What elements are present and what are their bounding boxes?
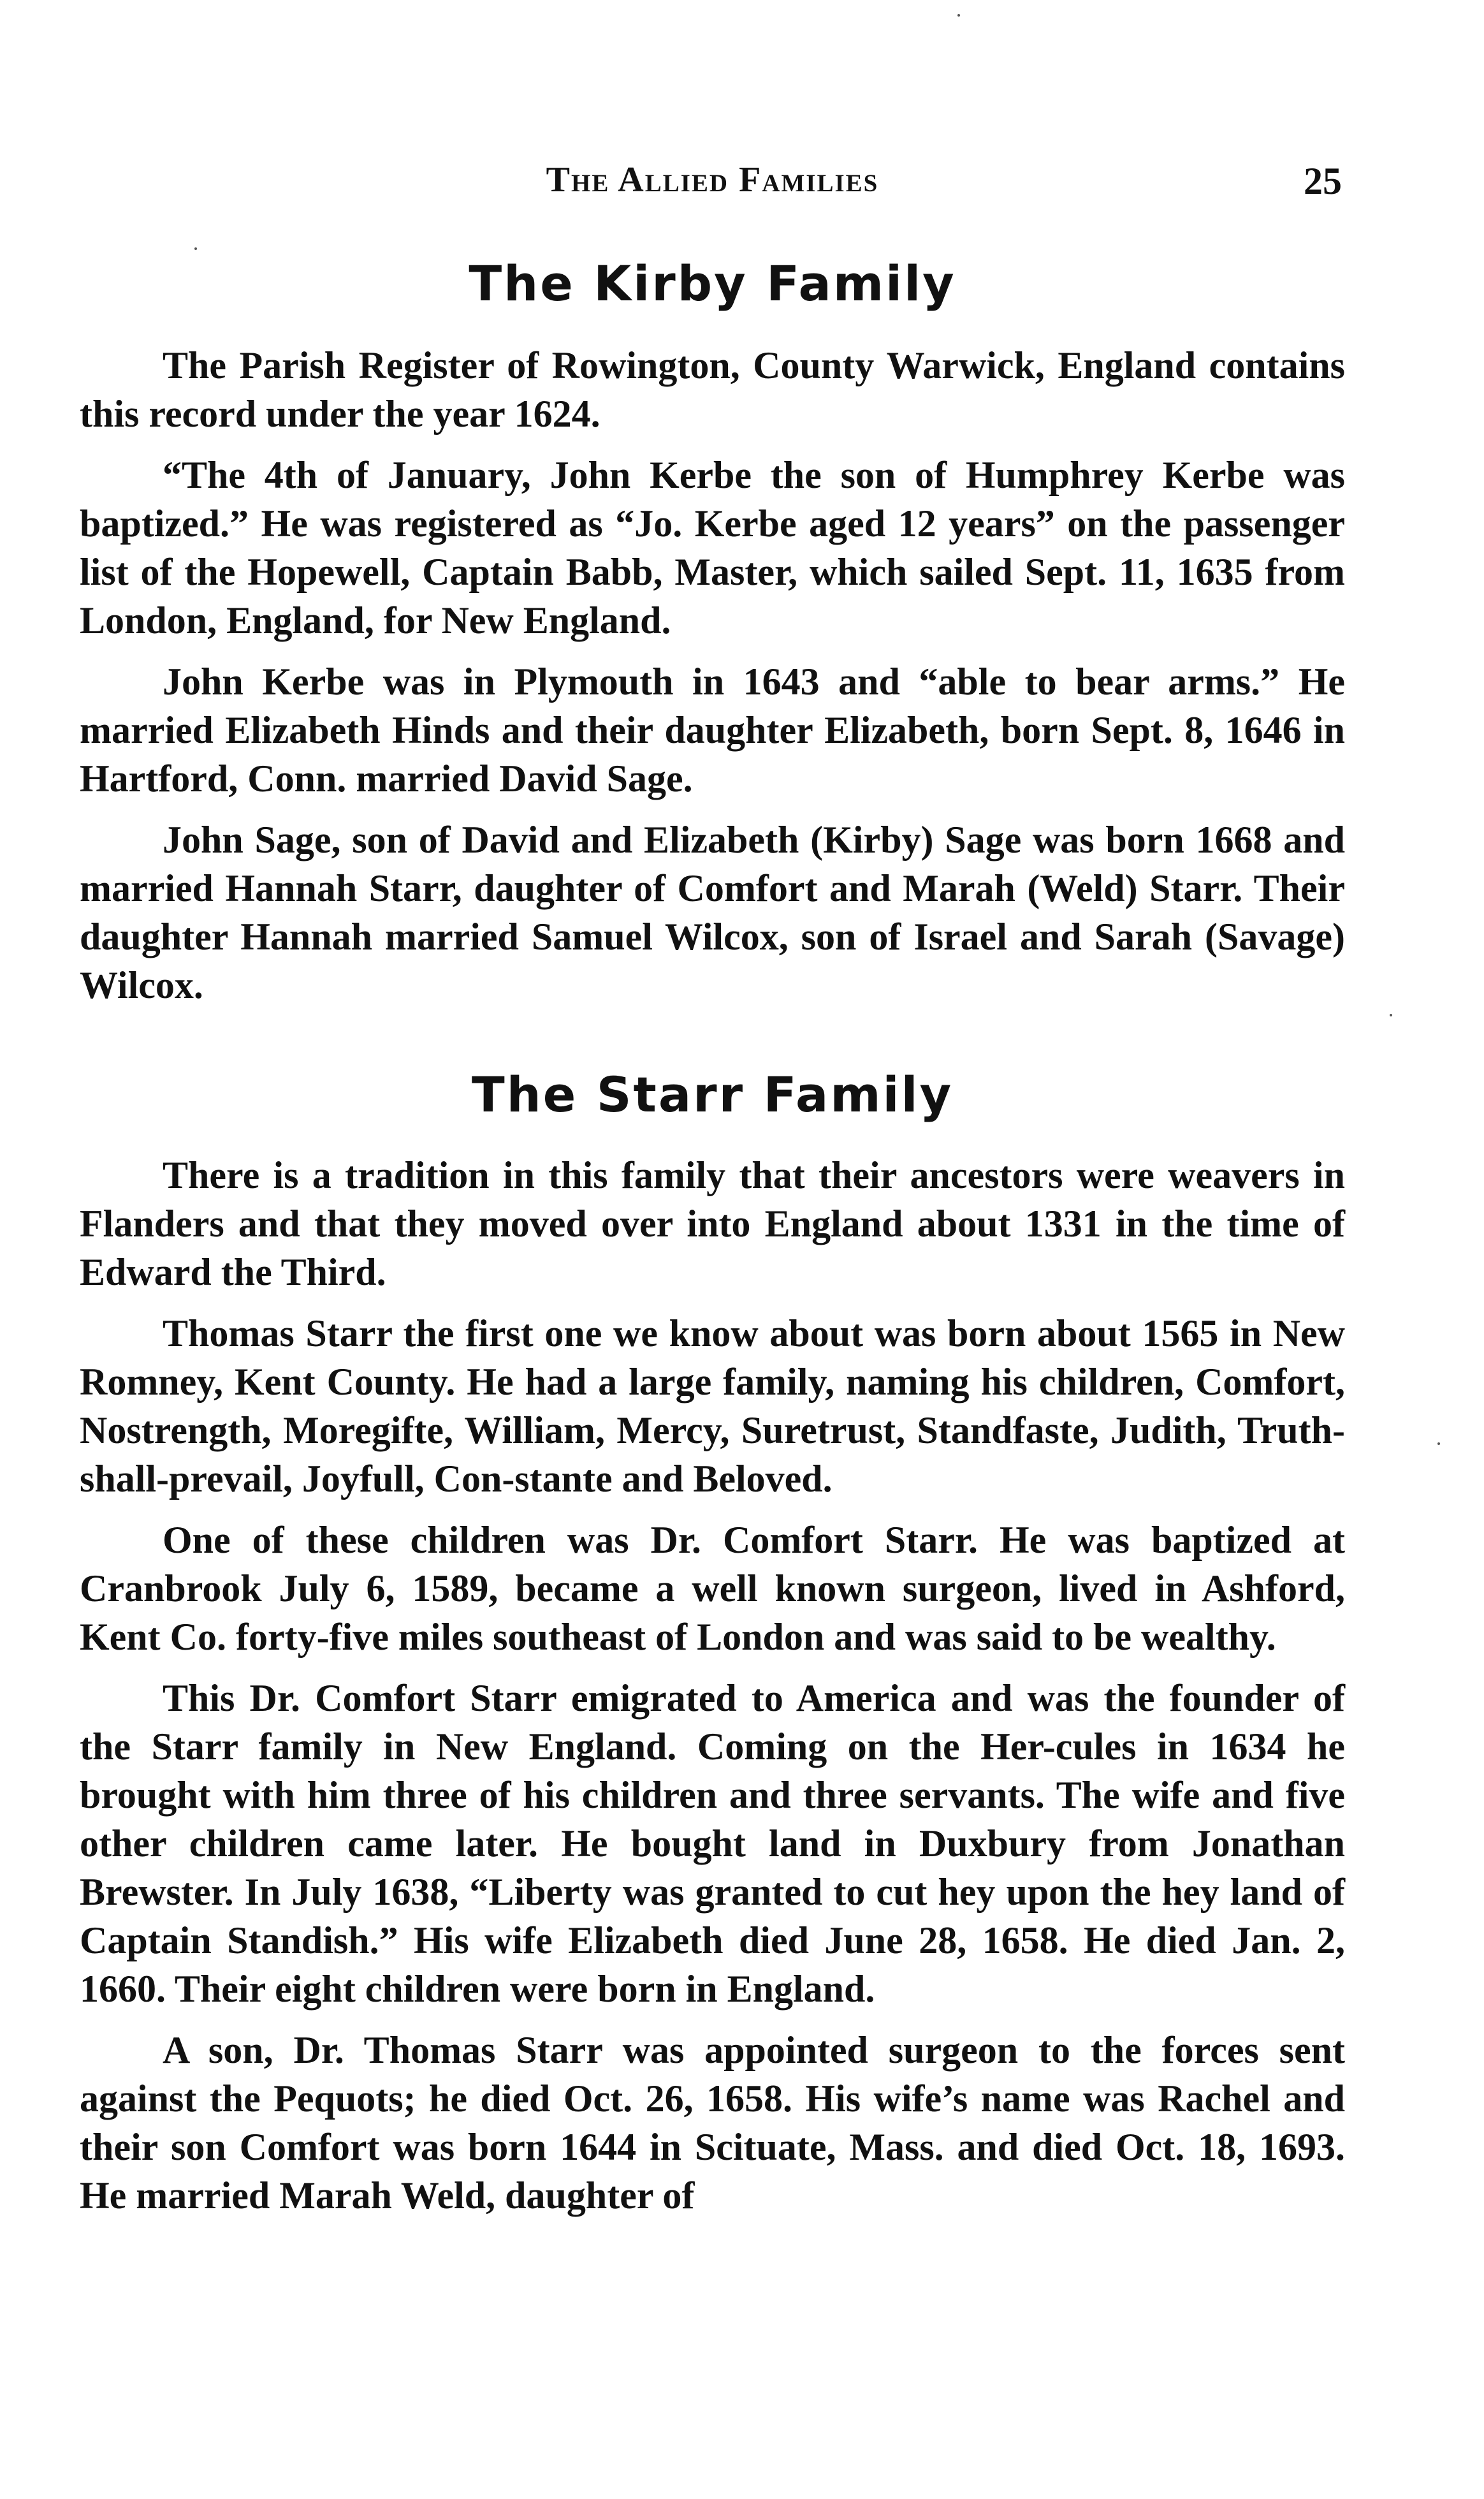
starr-family-heading: The Starr Family xyxy=(471,1066,954,1123)
starr-family-text xyxy=(80,1151,1345,2232)
paragraph: “The 4th of January, John Kerbe the son of Humphrey Kerbe was baptized.” He was registered as “Jo. Kerbe aged 12 years” on the passenger list of the Hopewell, Captain Babb, Master, which sailed Sept. 11, 1635 from London, England, for New England. xyxy=(80,454,1345,641)
scan-speck xyxy=(194,247,197,250)
paragraph: Thomas Starr the first one we know about was born about 1565 in New Romney, Kent County. He had a large family, naming his children, Comfort, Nostrength, Moregifte, William, Mercy, Suretrust, Standfaste, Judith, Truth-shall-prevail, Joyfull, Con-stante and Beloved. xyxy=(80,1312,1345,1500)
page-number: 25 xyxy=(1304,160,1342,202)
paragraph: John Sage, son of David and Elizabeth (Kirby) Sage was born 1668 and married Hannah Starr, daughter of Comfort and Marah (Weld) Starr. Their daughter Hannah married Samuel Wilcox, son of Israel and Sarah (Savage) Wilcox. xyxy=(80,819,1345,1006)
paragraph: This Dr. Comfort Starr emigrated to America and was the founder of the Starr family in New England. Coming on the Her-cules in 1634 he brought with him three of his children and three servants. The wife and five other children came later. He bought land in Duxbury from Jonathan Brewster. In July 1638, “Liberty was granted to cut hey upon the hey land of Captain Standish.” His wife Elizabeth died June 28, 1658. He died Jan. 2, 1660. Their eight children were born in England. xyxy=(80,1677,1345,2010)
paragraph: A son, Dr. Thomas Starr was appointed surgeon to the forces sent against the Pequots; he died Oct. 26, 1658. His wife’s name was Rachel and their son Comfort was born 1644 in Scituate, Mass. and died Oct. 18, 1693. He married Marah Weld, daughter of xyxy=(80,2029,1345,2217)
paragraph: John Kerbe was in Plymouth in 1643 and “able to bear arms.” He married Elizabeth Hinds and their daughter Elizabeth, born Sept. 8, 1646 in Hartford, Conn. married David Sage. xyxy=(80,661,1345,800)
running-header xyxy=(83,159,1342,210)
scan-speck xyxy=(1437,1442,1440,1445)
scan-speck xyxy=(1390,1014,1392,1016)
paragraph: The Parish Register of Rowington, County Warwick, England contains this record under the year 1624. xyxy=(80,344,1345,435)
kirby-family-heading: The Kirby Family xyxy=(469,255,956,312)
kirby-family-text xyxy=(80,341,1345,1022)
scan-speck xyxy=(957,14,960,17)
running-title: The Allied Families xyxy=(546,160,879,200)
paragraph: There is a tradition in this family that their ancestors were weavers in Flanders and that they moved over into England about 1331 in the time of Edward the Third. xyxy=(80,1154,1345,1293)
paragraph: One of these children was Dr. Comfort Starr. He was baptized at Cranbrook July 6, 1589, became a well known surgeon, lived in Ashford, Kent Co. forty-five miles southeast of London and was said to be wealthy. xyxy=(80,1519,1345,1658)
